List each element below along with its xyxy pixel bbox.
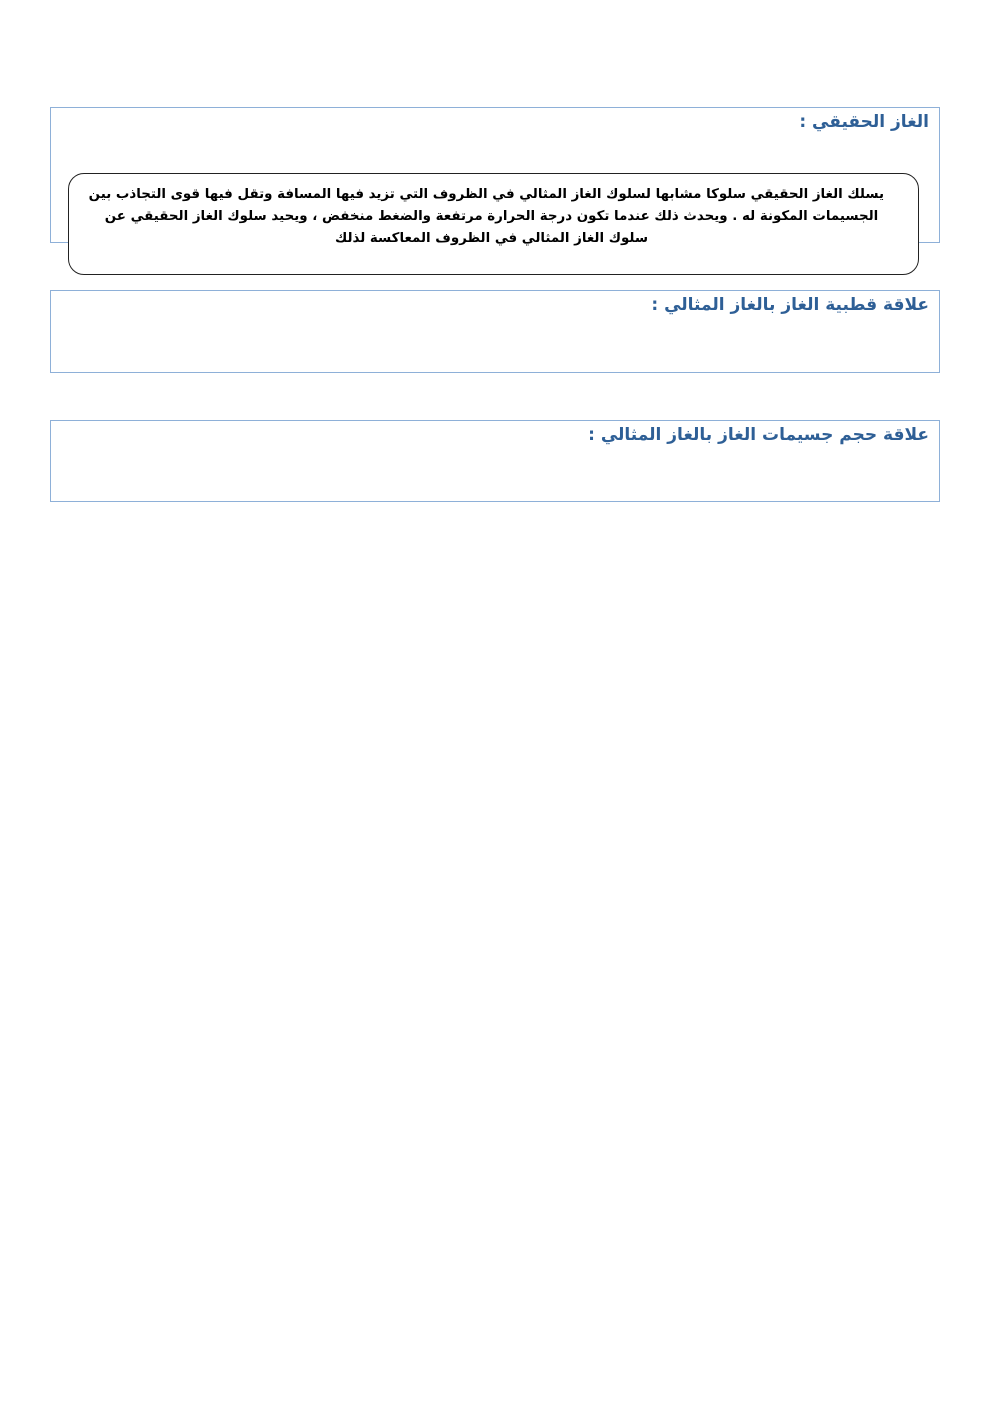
- section-gas-polarity: [50, 290, 940, 373]
- section-particle-size: [50, 420, 940, 502]
- section-title-gas-polarity: علاقة قطبية الغاز بالغاز المثالي :: [651, 295, 929, 315]
- section-title-real-gas: الغاز الحقيقي :: [799, 112, 929, 132]
- callout-line-2: الجسيمات المكونة له . ويحدث ذلك عندما تكون درجة الحرارة مرتفعة والضغط منخفض ، ويحيد سلوك الغاز الحقيقي عن: [104, 209, 879, 224]
- callout-line-3: سلوك الغاز المثالي في الظروف المعاكسة لذلك: [334, 231, 648, 246]
- callout-line-1: يسلك الغاز الحقيقي سلوكا مشابها لسلوك الغاز المثالي في الظروف التي تزيد فيها المسافة وتقل فيها قوى التجاذب بين: [88, 187, 884, 202]
- section-title-particle-size: علاقة حجم جسيمات الغاز بالغاز المثالي :: [588, 425, 929, 445]
- real-gas-definition-callout: [68, 173, 919, 275]
